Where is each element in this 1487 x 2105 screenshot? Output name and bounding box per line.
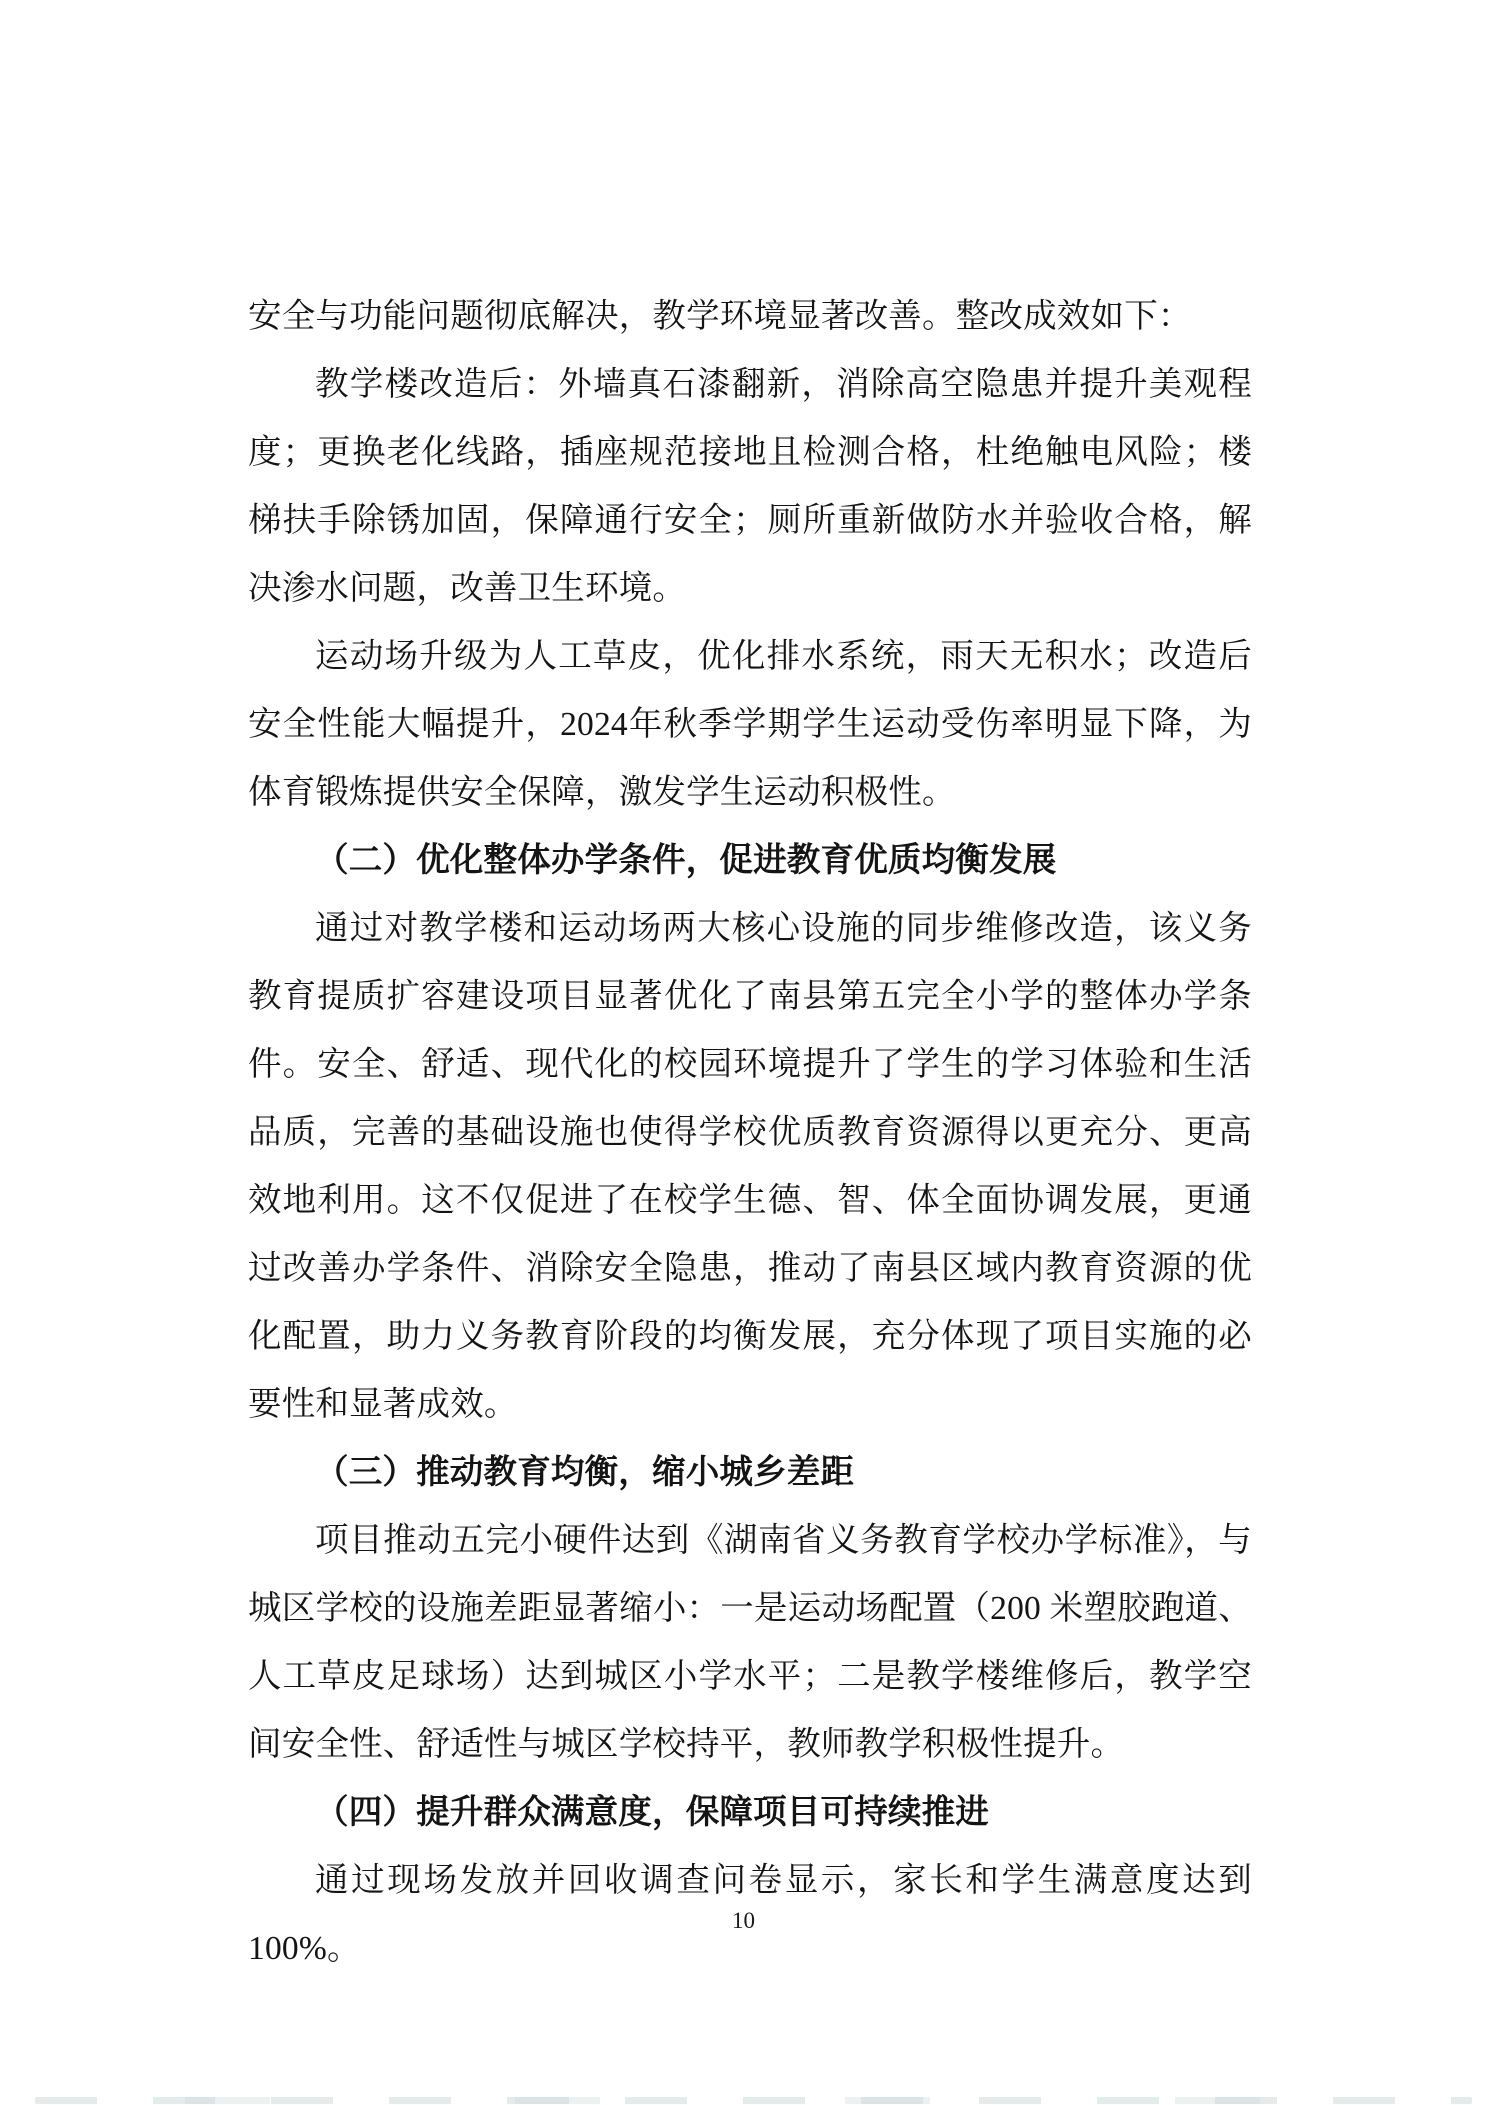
- paragraph: 运动场升级为人工草皮，优化排水系统，雨天无积水；改造后安全性能大幅提升，2024年秋季学期学生运动受伤率明显下降，为体育锻炼提供安全保障，激发学生运动积极性。: [248, 638, 1252, 811]
- paragraph: 通过现场发放并回收调查问卷显示，家长和学生满意度达到 100%。: [248, 1862, 1252, 1967]
- section-heading: （二）优化整体办学条件，促进教育优质均衡发展: [315, 842, 1057, 879]
- section-heading: （三）推动教育均衡，缩小城乡差距: [315, 1454, 855, 1491]
- page-number: 10: [732, 1908, 755, 1933]
- paragraph: 项目推动五完小硬件达到《湖南省义务教育学校办学标准》，与城区学校的设施差距显著缩小：一是运动场配置（200 米塑胶跑道、人工草皮足球场）达到城区小学水平；二是教学楼维修后，教学空间安全性、舒适性与城区学校持平，教师教学积极性提升。: [248, 1522, 1252, 1763]
- paragraph: 安全与功能问题彻底解决，教学环境显著改善。整改成效如下：: [248, 298, 1192, 335]
- paragraph: 教学楼改造后：外墙真石漆翻新，消除高空隐患并提升美观程度；更换老化线路，插座规范接地且检测合格，杜绝触电风险；楼梯扶手除锈加固，保障通行安全；厕所重新做防水并验收合格，解决渗水问题，改善卫生环境。: [248, 366, 1252, 607]
- paragraph: 通过对教学楼和运动场两大核心设施的同步维修改造，该义务教育提质扩容建设项目显著优化了南县第五完全小学的整体办学条件。安全、舒适、现代化的校园环境提升了学生的学习体验和生活品质，完善的基础设施也使得学校优质教育资源得以更充分、更高效地利用。这不仅促进了在校学生德、智、体全面协调发展，更通过改善办学条件、消除安全隐患，推动了南县区域内教育资源的优化配置，助力义务教育阶段的均衡发展，充分体现了项目实施的必要性和显著成效。: [248, 910, 1252, 1423]
- document-body: [248, 283, 1252, 1983]
- section-heading: （四）提升群众满意度，保障项目可持续推进: [315, 1794, 989, 1831]
- scan-artifact-strip: [35, 2097, 1472, 2104]
